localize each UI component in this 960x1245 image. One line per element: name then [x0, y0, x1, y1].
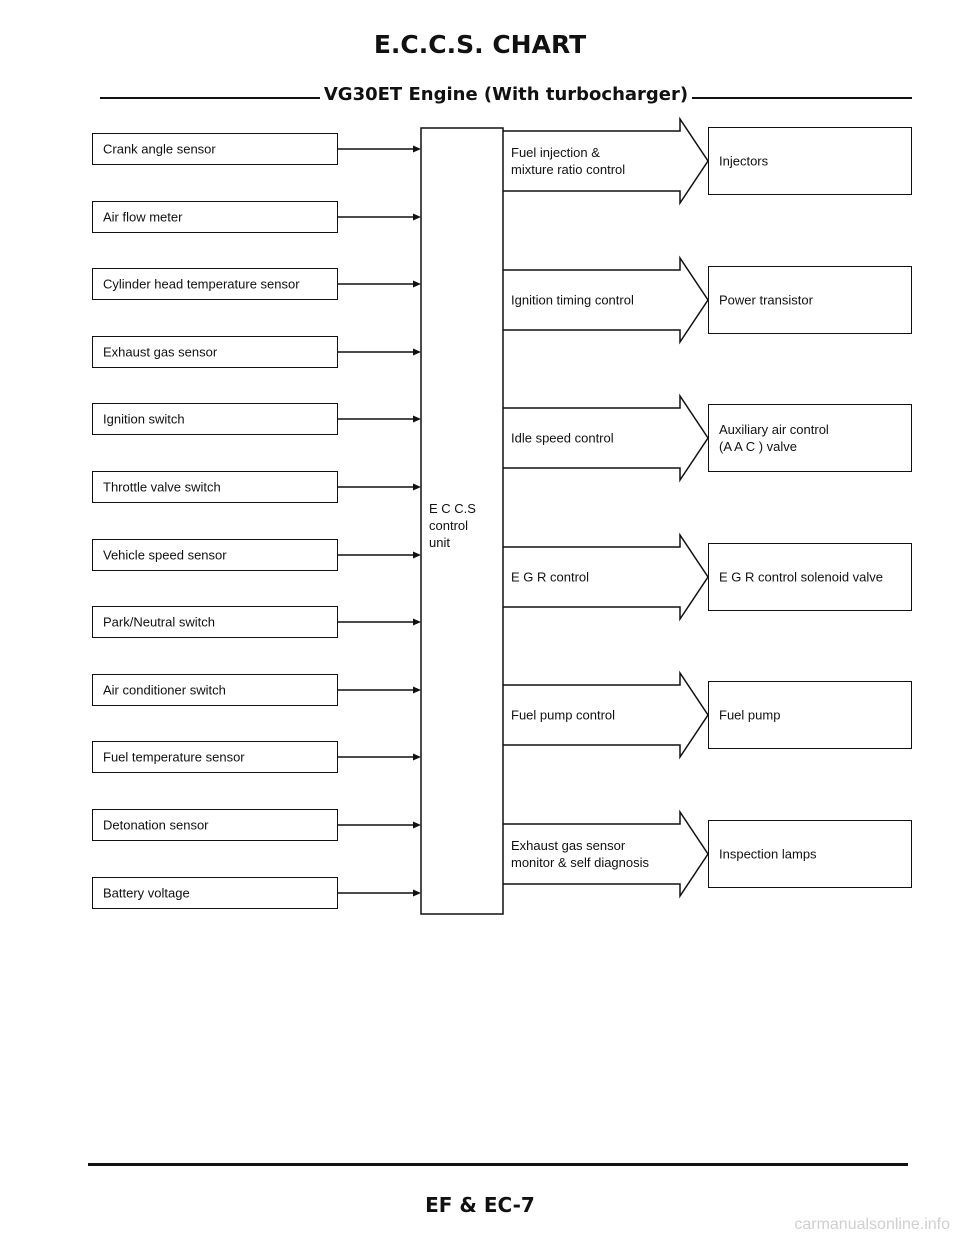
control-function-label: Ignition timing control — [511, 292, 634, 308]
footer-rule — [88, 1163, 908, 1166]
input-box-label: Throttle valve switch — [103, 479, 221, 495]
control-function-label: Idle speed control — [511, 430, 614, 446]
output-box — [708, 404, 912, 472]
input-arrowhead — [413, 214, 421, 221]
input-box — [92, 268, 338, 300]
input-box-label: Vehicle speed sensor — [103, 547, 227, 563]
control-function-label: E G R control — [511, 569, 590, 585]
input-arrowhead — [413, 687, 421, 694]
control-unit-label: E C C.S control unit — [429, 501, 476, 550]
input-arrowhead — [413, 281, 421, 288]
input-box-label: Air flow meter — [103, 209, 183, 225]
input-box-label: Air conditioner switch — [103, 682, 226, 698]
input-box — [92, 809, 338, 841]
input-box-label: Crank angle sensor — [103, 141, 216, 157]
input-arrowhead — [413, 619, 421, 626]
page-title: E.C.C.S. CHART — [373, 30, 587, 59]
input-box — [92, 471, 338, 503]
output-box — [708, 543, 912, 611]
input-box — [92, 674, 338, 706]
input-arrowhead — [413, 416, 421, 423]
output-box-label: E G R control solenoid valve — [719, 569, 884, 585]
output-box-label: Auxiliary air control (A A C ) valve — [719, 422, 829, 454]
output-box-label: Inspection lamps — [719, 846, 817, 862]
input-box-label: Cylinder head temperature sensor — [103, 276, 300, 292]
output-box-label: Injectors — [719, 153, 769, 169]
control-function-label: Exhaust gas sensor monitor & self diagnosis — [511, 838, 650, 870]
output-box — [708, 681, 912, 749]
input-box — [92, 539, 338, 571]
output-box — [708, 127, 912, 195]
subtitle: VG30ET Engine (With turbocharger) — [320, 84, 692, 105]
input-box-label: Detonation sensor — [103, 817, 209, 833]
input-box-label: Park/Neutral switch — [103, 614, 215, 630]
watermark: carmanualsonline.info — [794, 1216, 950, 1233]
control-function-label: Fuel injection & mixture ratio control — [511, 145, 626, 177]
input-box — [92, 403, 338, 435]
input-box — [92, 201, 338, 233]
output-box — [708, 820, 912, 888]
output-box-label: Power transistor — [719, 292, 813, 308]
input-box — [92, 133, 338, 165]
input-arrowhead — [413, 484, 421, 491]
input-box — [92, 741, 338, 773]
input-arrowhead — [413, 890, 421, 897]
input-arrowhead — [413, 754, 421, 761]
input-box — [92, 606, 338, 638]
input-box-label: Fuel temperature sensor — [103, 749, 245, 765]
control-function-label: Fuel pump control — [511, 707, 616, 723]
input-box — [92, 336, 338, 368]
input-box — [92, 877, 338, 909]
input-arrowhead — [413, 146, 421, 153]
input-arrowhead — [413, 822, 421, 829]
input-box-label: Battery voltage — [103, 885, 190, 901]
input-arrowhead — [413, 349, 421, 356]
input-box-label: Exhaust gas sensor — [103, 344, 218, 360]
page-number: EF & EC-7 — [425, 1193, 535, 1217]
output-box-label: Fuel pump — [719, 707, 781, 723]
output-box — [708, 266, 912, 334]
input-arrowhead — [413, 552, 421, 559]
input-box-label: Ignition switch — [103, 411, 185, 427]
